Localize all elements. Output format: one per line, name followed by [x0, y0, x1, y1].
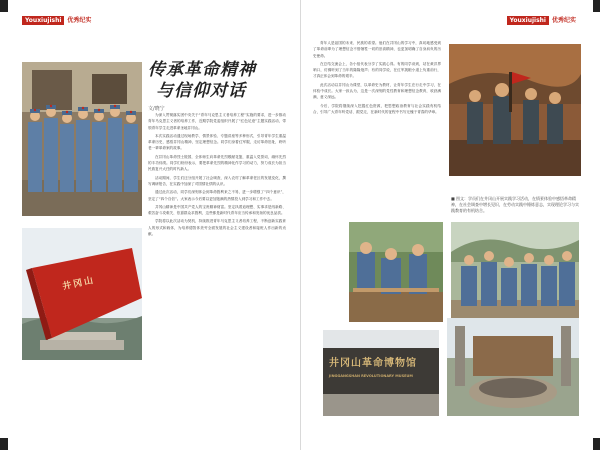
article-author: 文/晓宁 [148, 106, 165, 112]
page-corner-marker [0, 438, 8, 450]
paragraph: 青年人是祖国的未来、民族的希望。他们在井冈山的学习中，真切地感受到了革命前辈为了理想信念不惜牺牲一切的崇高精神，也更加明确了自身肩负的历史使命。 [313, 41, 441, 58]
paragraph: 学院将以此次活动为契机，持续推进青年马克思主义者培养工程，不断创新实践育人的形式和载体，为培养德智体美劳全面发展的社会主义建设者和接班人作出新的贡献。 [148, 219, 286, 237]
article-column-right [313, 40, 441, 218]
article-title-line2: 与信仰对话 [156, 81, 246, 101]
photo-well-monument [447, 318, 579, 416]
paragraph: 在井冈山革命烈士陵园，全体师生向革命先烈敬献花篮，重温入党誓词，缅怀先烈的丰功伟绩。同学们纷纷表示，要把革命先烈的精神化作学习的动力，努力成长为担当民族复兴大任的时代新人。 [148, 154, 286, 172]
museum-sign-illustration [323, 330, 439, 416]
paragraph: 通过此次活动，同学们深刻体会到革命胜利来之不易，进一步增强了“四个意识”，坚定了“四个自信”。大家表示今后要以更加饱满的热情投入到学习和工作中去。 [148, 190, 286, 201]
photo-students-uniform [22, 62, 142, 216]
paragraph: 井冈山精神是中国共产党人的宝贵精神财富。坚定执着追理想、实事求是闯新路、艰苦奋斗攻难关、依靠群众求胜利，这些都是新时代青年应当传承和发扬的优良品质。 [148, 204, 286, 216]
students-illustration [22, 62, 142, 216]
section-label: 优秀纪实 [67, 17, 92, 24]
photo-caption [449, 282, 450, 283]
monument-illustration [22, 228, 142, 360]
page-corner-marker [593, 0, 600, 12]
well-illustration [447, 318, 579, 416]
paragraph: 今后，学院将继续深入挖掘红色资源，把思想政治教育与社会实践有机结合，引导广大青年听党话、跟党走，在新时代的征程中书写无愧于青春的华章。 [313, 103, 441, 114]
labor-illustration [349, 222, 443, 322]
photo-caption-text: ■ 图文：学员们在井冈山开展实践学习活动，在情景体验中感悟革命精神，在社会调查中增长见识，在劳动实践中锤炼意志，实现理论学习与实践教育的有机结合。 [451, 196, 579, 213]
section-label: 优秀纪实 [551, 17, 576, 24]
photo-revolutionary-painting [449, 44, 581, 176]
paragraph: 为深入贯彻落实团中央关于“青年马克思主义者培养工程”实施的要求，进一步推动青年马克思主义者的培养工作，近期学院党委组织开展了“红色足迹”主题实践活动，带领青年学生走进革命圣地井冈山。 [148, 113, 286, 130]
photo-students-team [451, 222, 579, 322]
header-tab [22, 16, 94, 25]
brand-tag: Youxiujishi [507, 16, 549, 25]
museum-sign-en: JINGGANGSHAN REVOLUTIONARY MUSEUM [329, 374, 413, 378]
paragraph: 活动期间，学生们还分组开展了社会调查，深入农村了解革命老区的发展变化，撰写调研报告，在实践中加深了对国情社情的认识。 [148, 175, 286, 186]
paragraph: 在总结交流会上，各小组代表分享了实践心得。有的同学谈到，站在黄洋界哨口，仿佛听到了当年的隆隆炮声；有的同学说，在红军挑粮小道上负重前行，才真正体会到革命的艰辛。 [313, 61, 441, 79]
photo-museum-sign [323, 330, 439, 416]
photo-monument [22, 228, 142, 360]
right-page [300, 0, 600, 450]
painting-illustration [449, 44, 581, 176]
brand-tag: Youxiujishi [22, 16, 64, 25]
article-title-line1: 传承革命精神 [148, 60, 256, 80]
photo-students-labor [349, 222, 443, 322]
paragraph: 此次活动以井冈山为课堂，以革命史为教材，让青年学生在行走中学习，在体验中成长。大家一致认为，这是一次深刻的党性教育和理想信念教育，收获满满，意义深远。 [313, 82, 441, 100]
article-column-left [148, 112, 286, 432]
page-corner-marker [593, 438, 600, 450]
monument-seal-text: 井冈山 [61, 275, 97, 293]
team-illustration [451, 222, 579, 322]
page-corner-marker [0, 0, 8, 12]
paragraph: 本次实践活动通过现场教学、情景体验、专题讲座等多种形式，引导青年学生重温革命历史，感悟井冈山精神，坚定理想信念。同学们身着红军服，走访革命旧址，聆听老一辈革命家的故事。 [148, 133, 286, 151]
museum-sign-cn: 井冈山革命博物馆 [329, 358, 417, 369]
article-title-block [148, 60, 288, 112]
header-tab [507, 16, 579, 25]
